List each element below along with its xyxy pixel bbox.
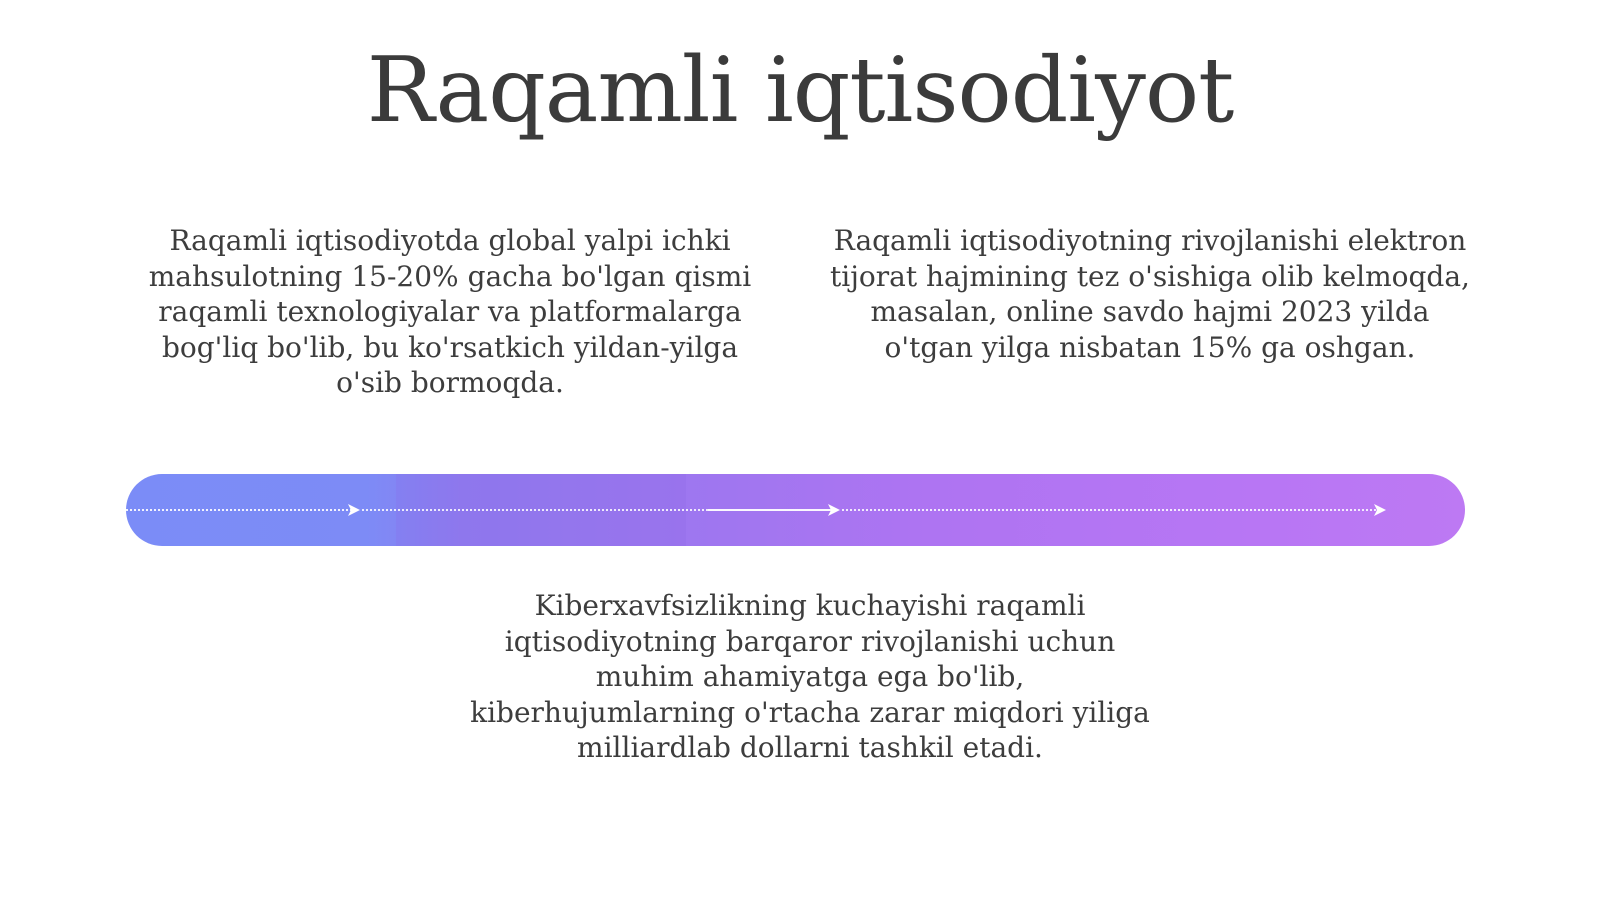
arrow-right-icon	[348, 504, 360, 516]
paragraph-right: Raqamli iqtisodiyotning rivojlanishi elektron tijorat hajmining tez o'sishiga olib kelmoqda, masalan, online savdo hajmi 2023 yilda o'tgan yilga nisbatan 15% ga oshgan.	[830, 224, 1470, 364]
paragraph-bottom: Kiberxavfsizlikning kuchayishi raqamli iqtisodiyotning barqaror rivojlanishi uchun muhim ahamiyatga ega bo'lib, kiberhujumlarning o'rtacha zarar miqdori yiliga milliardlab dollarni tashkil etadi.	[470, 589, 1150, 764]
slide-title: Raqamli iqtisodiyot	[366, 38, 1234, 143]
paragraph-left: Raqamli iqtisodiyotda global yalpi ichki mahsulotning 15-20% gacha bo'lgan qismi raqamli texnologiyalar va platformalarga bog'liq bo'lib, bu ko'rsatkich yildan-yilga o'sib bormoqda.	[148, 224, 752, 399]
timeline-arrows	[126, 474, 1465, 546]
timeline-bar	[126, 474, 1465, 546]
